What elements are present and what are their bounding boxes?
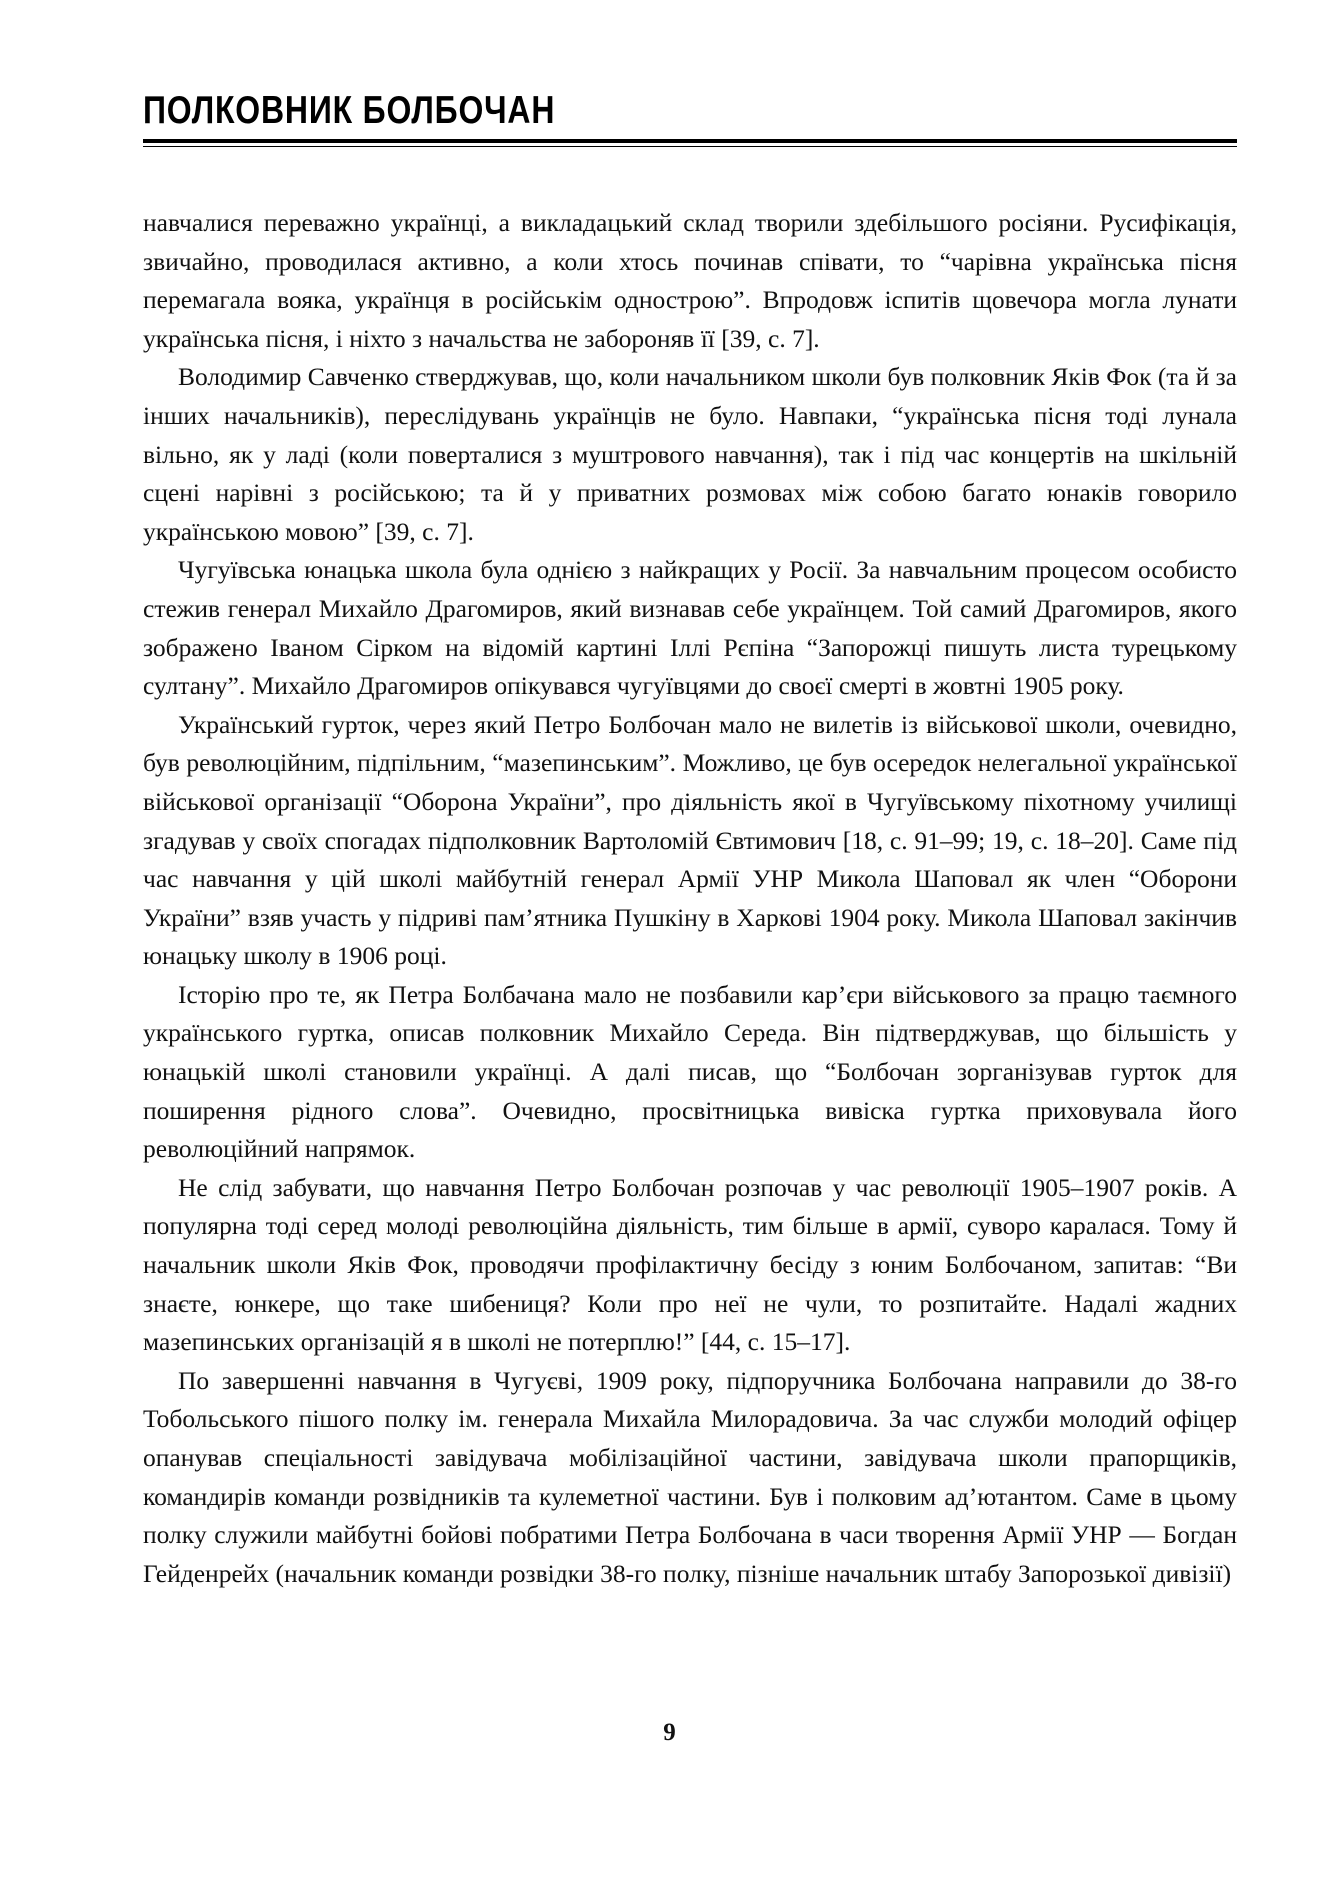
paragraph: Історію про те, як Петра Болбачана мало не позбавили кар’єри військового за працю таємного українського гуртка, описав полковник Михайло Середа. Він підтверджував, що більшість у юнацькій школі становили українці. А далі писав, що “Болбочан зорганізував гурток для поширення рідного слова”. Очевидно, просвітницька вивіска гуртка приховувала його революційний напрямок. — [143, 979, 1237, 1164]
paragraph: По завершенні навчання в Чугуєві, 1909 року, підпоручника Болбочана направили до 38-го Тобольського пішого полку ім. генерала Михайла Милорадовича. За час служби молодий офіцер опанував спеціальності завідувача мобілізаційної частини, завідувача школи прапорщиків, командирів команди розвідників та кулеметної частини. Був і полковим ад’ютантом. Саме в цьому полку служили майбутні бойові побратими Петра Болбочана в часи творення Армії УНР — Богдан Гейденрейх (начальник команди розвідки 38-го полку, пізніше начальник штабу Запорозької дивізії) — [143, 1365, 1237, 1588]
paragraph: навчалися переважно українці, а викладацький склад творили здебільшого росіяни. Русифікація, звичайно, проводилася активно, а коли хтось починав співати, то “чарівна українська пісня перемагала вояка, українця в російськім однострою”. Впродовж іспитів щовечора могла лунати українська пісня, і ніхто з начальства не забороняв її [39, с. 7]. — [143, 208, 1237, 353]
running-head-title: ПОЛКОВНИК БОЛБОЧАН — [143, 89, 556, 132]
page-number: 9 — [663, 1719, 676, 1746]
paragraph: Володимир Савченко стверджував, що, коли начальником школи був полковник Яків Фок (та й за інших начальників), переслідувань українців не було. Навпаки, “українська пісня тоді лунала вільно, як у ладі (коли поверталися з муштрового навчання), так і під час концертів на шкільній сцені нарівні з російською; та й у приватних розмовах між собою багато юнаків говорило українською мовою” [39, с. 7]. — [143, 362, 1237, 546]
paragraph: Не слід забувати, що навчання Петро Болбочан розпочав у час революції 1905–1907 років. А популярна тоді серед молоді революційна діяльність, тим більше в армії, суворо каралася. Тому й начальник школи Яків Фок, проводячи профілактичну бесіду з юним Болбочаном, запитав: “Ви знаєте, юнкере, що таке шибениця? Коли про неї не чули, то розпитайте. Надалі жадних мазепинських організацій я в школі не потерплю!” [44, с. 15–17]. — [143, 1172, 1237, 1357]
paragraph: Український гурток, через який Петро Болбочан мало не вилетів із військової школи, очевидно, був революційним, підпільним, “мазепинським”. Можливо, це був осередок нелегальної української військової організації “Оборона України”, про діяльність якої в Чугуївському піхотному училищі згадував у своїх спогадах підполковник Вартоломій Євтимович [18, с. 91–99; 19, с. 18–20]. Саме під час навчання у цій школі майбутній генерал Армії УНР Микола Шаповал як член “Оборони України” взяв участь у підриві пам’ятника Пушкіну в Харкові 1904 року. Микола Шаповал закінчив юнацьку школу в 1906 році. — [143, 709, 1237, 971]
paragraph: Чугуївська юнацька школа була однією з найкращих у Росії. За навчальним процесом особисто стежив генерал Михайло Драгомиров, який визнавав себе українцем. Той самий Драгомиров, якого зображено Іваном Сірком на відомій картині Іллі Рєпіна “Запорожці пишуть листа турецькому султану”. Михайло Драгомиров опікувався чугуївцями до своєї смерті в жовтні 1905 року. — [143, 555, 1237, 701]
body-text — [143, 204, 1237, 1593]
